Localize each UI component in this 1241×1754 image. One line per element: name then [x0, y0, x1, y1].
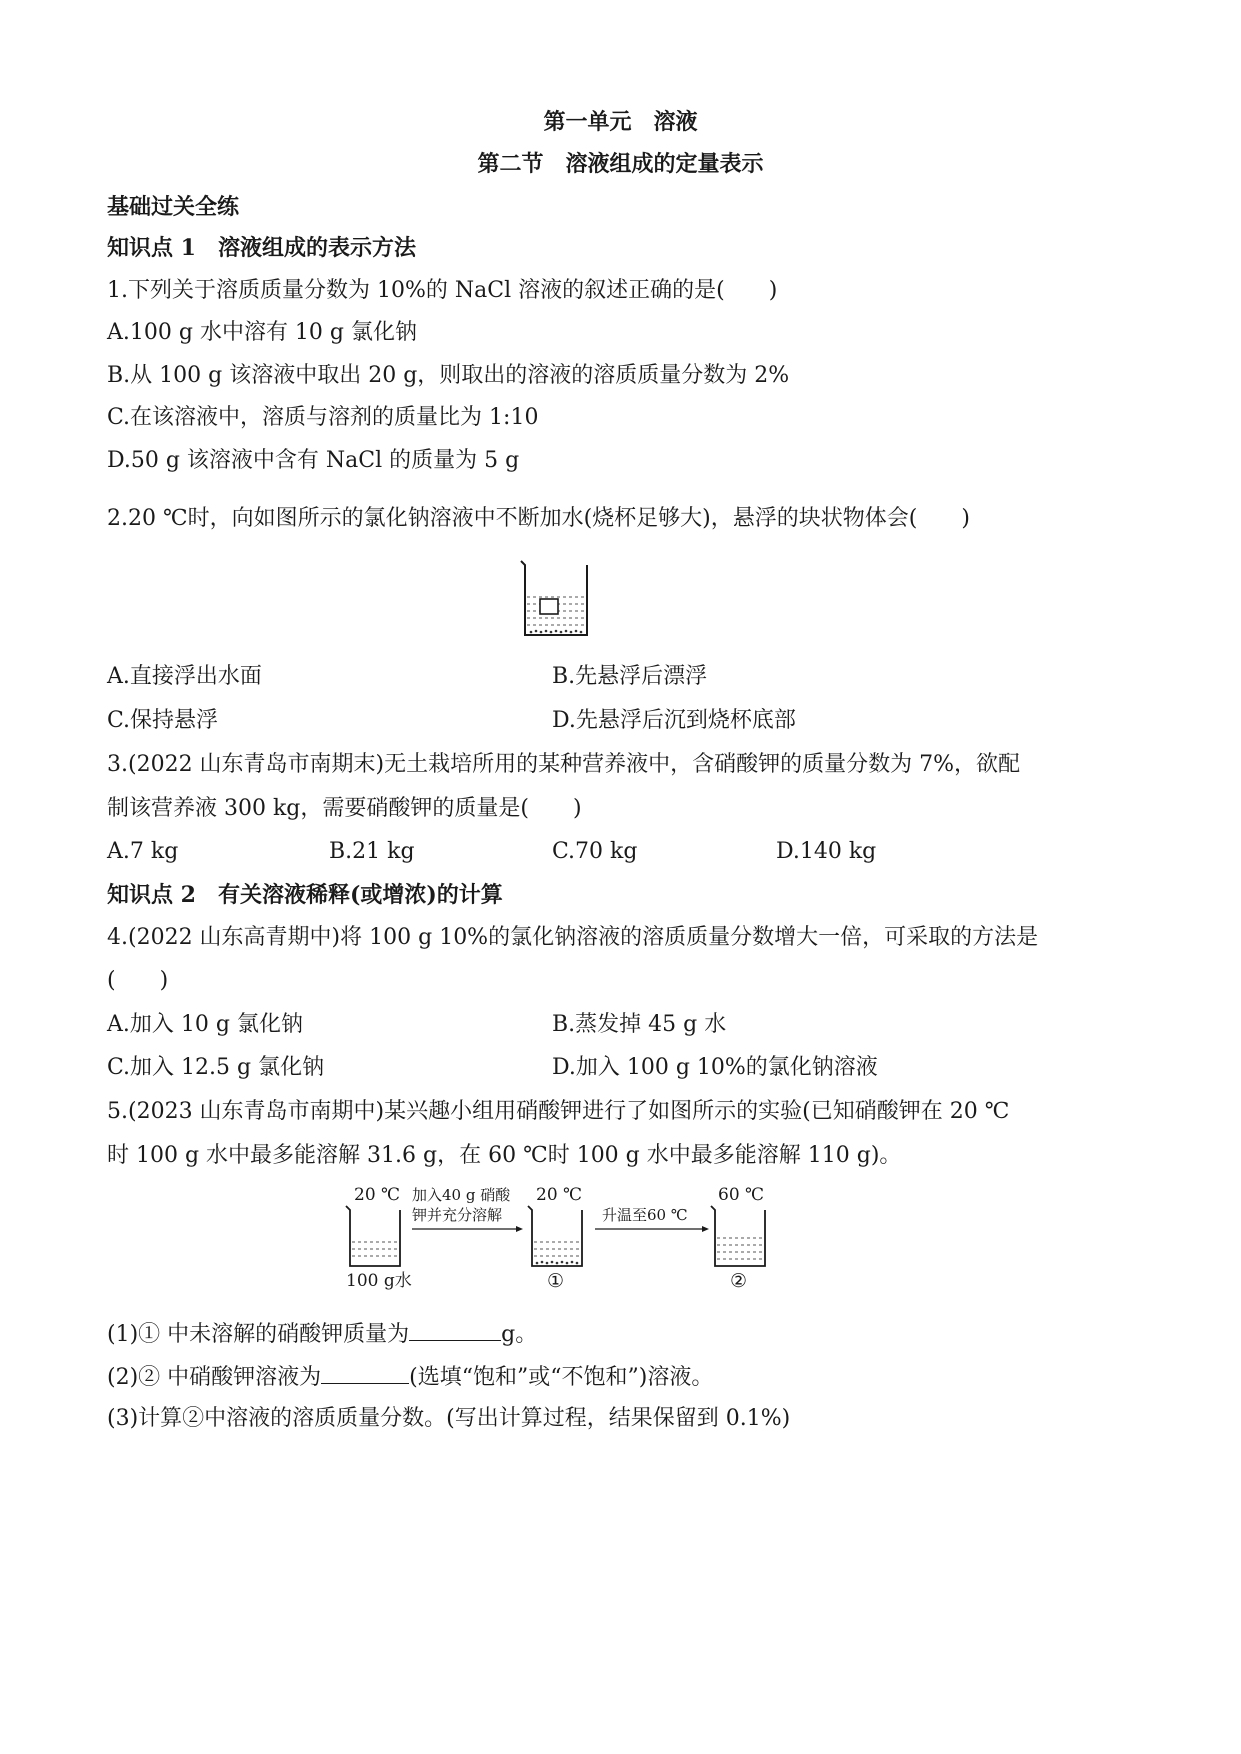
q2-option-b: B.先悬浮后漂浮 [552, 664, 708, 689]
q5-part2-blank[interactable] [321, 1361, 409, 1384]
q5-stem-line1: 5.(2023 山东青岛市南期中)某兴趣小组用硝酸钾进行了如图所示的实验(已知硝酸钾在 20 ℃ [107, 1099, 1010, 1124]
part-label: 基础过关全练 [107, 194, 240, 220]
q3-option-c: C.70 kg [552, 839, 638, 864]
q1-option-b: B.从 100 g 该溶液中取出 20 g，则取出的溶液的溶质质量分数为 2% [107, 363, 790, 388]
beaker-1 [528, 1206, 582, 1266]
experiment-figure-q5 [340, 1180, 780, 1292]
q3-stem-line2: 制该营养液 300 kg，需要硝酸钾的质量是( ) [107, 796, 582, 821]
fig-arrow-2-head [702, 1226, 709, 1232]
unit-title: 第一单元 溶液 [543, 109, 698, 135]
q4-stem-line2: ( ) [107, 968, 169, 993]
q5-part1-text: (1)① 中未溶解的硝酸钾质量为 [107, 1322, 410, 1347]
section-title: 第二节 溶液组成的定量表示 [477, 151, 764, 177]
q2-stem: 2.20 ℃时，向如图所示的氯化钠溶液中不断加水(烧杯足够大)，悬浮的块状物体会( ) [107, 506, 970, 531]
fig-arrow-1-head [516, 1226, 523, 1232]
fig-temp-2: 60 ℃ [718, 1185, 765, 1205]
fig-mark-2: ② [730, 1270, 748, 1292]
knowledge-point-2: 知识点 2 有关溶液稀释(或增浓)的计算 [107, 882, 503, 908]
q3-option-a: A.7 kg [107, 839, 179, 864]
q5-stem-line2: 时 100 g 水中最多能溶解 31.6 g，在 60 ℃时 100 g 水中最多能溶解 110 g)。 [107, 1143, 902, 1168]
q3-option-b: B.21 kg [329, 839, 415, 864]
knowledge-point-1: 知识点 1 溶液组成的表示方法 [107, 235, 416, 261]
fig-water-label: 100 g水 [346, 1271, 412, 1291]
q2-option-c: C.保持悬浮 [107, 708, 219, 733]
q1-option-c: C.在该溶液中，溶质与溶剂的质量比为 1:10 [107, 405, 539, 430]
q3-option-d: D.140 kg [776, 839, 877, 864]
q5-part1-blank[interactable] [409, 1318, 501, 1341]
fig-step1-line1: 加入40 g 硝酸 [412, 1186, 511, 1204]
beaker-1-sediment [536, 1261, 579, 1265]
sediment-crystals [530, 630, 583, 634]
q4-option-c: C.加入 12.5 g 氯化钠 [107, 1055, 325, 1080]
floating-block [540, 599, 558, 614]
q5-part2 [107, 1361, 713, 1393]
q5-part3: (3)计算②中溶液的溶质质量分数。(写出计算过程，结果保留到 0.1%) [107, 1406, 791, 1431]
fig-step2-label: 升温至60 ℃ [602, 1206, 688, 1224]
q2-option-d: D.先悬浮后沉到烧杯底部 [552, 708, 796, 733]
fig-temp-1: 20 ℃ [536, 1185, 583, 1205]
fig-temp-start: 20 ℃ [354, 1185, 401, 1205]
q4-option-a: A.加入 10 g 氯化钠 [107, 1012, 303, 1037]
q1-option-d: D.50 g 该溶液中含有 NaCl 的质量为 5 g [107, 448, 520, 473]
q1-stem: 1.下列关于溶质质量分数为 10%的 NaCl 溶液的叙述正确的是( ) [107, 278, 778, 303]
q5-part2-tail: (选填“饱和”或“不饱和”)溶液。 [409, 1365, 714, 1390]
q4-stem-line1: 4.(2022 山东高青期中)将 100 g 10%的氯化钠溶液的溶质质量分数增大一倍，可采取的方法是 [107, 925, 1039, 950]
q4-option-d: D.加入 100 g 10%的氯化钠溶液 [552, 1055, 878, 1080]
beaker-figure-q2 [515, 555, 600, 643]
fig-step1-line2: 钾并充分溶解 [412, 1206, 503, 1224]
q3-stem-line1: 3.(2022 山东青岛市南期末)无土栽培所用的某种营养液中，含硝酸钾的质量分数为 7%，欲配 [107, 752, 1021, 777]
beaker-water [346, 1206, 400, 1266]
q5-part1-unit: g。 [501, 1322, 538, 1347]
beaker-2 [711, 1206, 765, 1266]
q2-option-a: A.直接浮出水面 [107, 664, 262, 689]
q5-part1 [107, 1318, 537, 1350]
q4-option-b: B.蒸发掉 45 g 水 [552, 1012, 727, 1037]
q5-part2-text: (2)② 中硝酸钾溶液为 [107, 1365, 322, 1390]
beaker-outline [521, 561, 587, 635]
fig-mark-1: ① [547, 1270, 565, 1292]
q1-option-a: A.100 g 水中溶有 10 g 氯化钠 [107, 320, 417, 345]
